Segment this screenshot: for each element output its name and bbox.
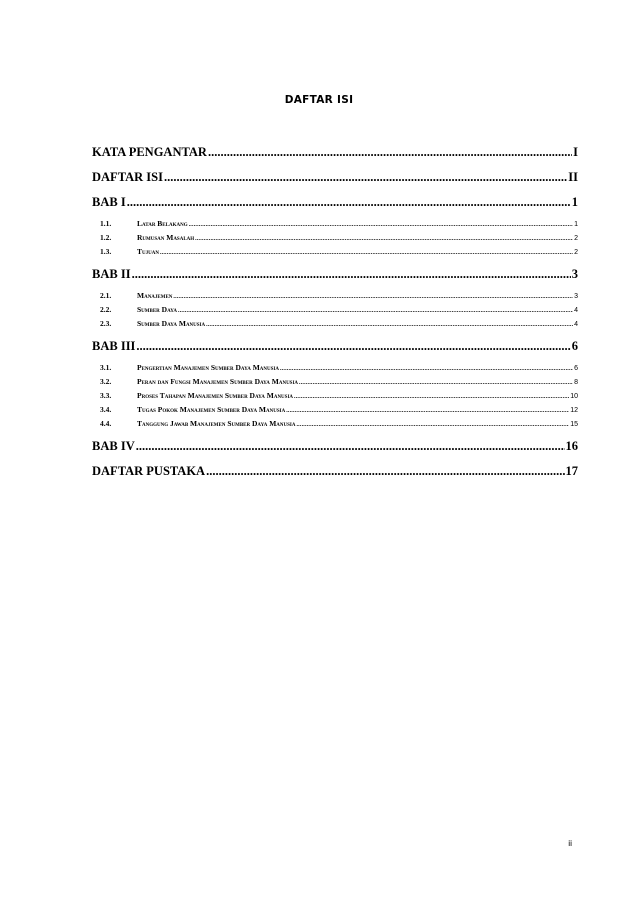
- dot-leader: [189, 217, 574, 231]
- dot-leader: [294, 389, 569, 403]
- toc-subentry-page: 8: [574, 379, 578, 386]
- toc-entry-page: II: [568, 170, 578, 184]
- toc-subentry-page: 4: [574, 307, 578, 314]
- toc-subentry-number: 4.4.: [100, 419, 112, 428]
- dot-leader: [173, 289, 573, 303]
- dot-leader: [160, 245, 573, 259]
- toc-subentry-3-3[interactable]: [92, 389, 578, 403]
- toc-subentry-page: 10: [570, 393, 578, 400]
- toc-subentry-label: Manajemen: [137, 291, 173, 300]
- toc-subentry-number: 1.3.: [100, 247, 112, 256]
- toc-subentry-label: Latar Belakang: [137, 219, 188, 228]
- toc-subentry-1-1[interactable]: [92, 217, 578, 231]
- toc-entry-label: DAFTAR PUSTAKA: [92, 464, 206, 478]
- toc-subentry-label: Pengertian Manajemen Sumber Daya Manusia: [137, 363, 279, 372]
- dot-leader: [206, 317, 573, 331]
- toc-subentry-number: 2.2.: [100, 305, 112, 314]
- dot-leader: [132, 262, 571, 287]
- toc-entry-page: 17: [565, 464, 578, 478]
- toc-subentry-3-4[interactable]: [92, 403, 578, 417]
- toc-subentry-number: 1.1.: [100, 219, 112, 228]
- dot-leader: [136, 434, 565, 459]
- toc-subentry-label: Proses Tahapan Manajemen Sumber Daya Manusia: [137, 391, 294, 400]
- dot-leader: [127, 190, 571, 215]
- toc-subentry-1-3[interactable]: [92, 245, 578, 259]
- dot-leader: [299, 375, 573, 389]
- toc-subentry-number: 3.2.: [100, 377, 112, 386]
- toc-subentry-number: 3.4.: [100, 405, 112, 414]
- dot-leader: [296, 417, 569, 431]
- toc-entry-label: BAB II: [92, 267, 131, 281]
- toc-entry-bab-2[interactable]: [92, 262, 578, 287]
- toc-subentry-page: 15: [570, 421, 578, 428]
- toc-entry-label: KATA PENGANTAR: [92, 145, 207, 159]
- page-number: ii: [568, 838, 572, 848]
- toc-entry-kata-pengantar[interactable]: [92, 140, 578, 165]
- toc-subentry-label: Tanggung Jawab Manajemen Sumber Daya Manusia: [137, 419, 296, 428]
- toc-subentry-page: 2: [574, 249, 578, 256]
- toc-subentry-number: 3.3.: [100, 391, 112, 400]
- toc-subentry-label: Sumber Daya: [137, 305, 177, 314]
- toc-subentry-page: 1: [574, 221, 578, 228]
- dot-leader: [206, 459, 564, 484]
- toc-subentry-number: 2.3.: [100, 319, 112, 328]
- toc-entry-daftar-pustaka[interactable]: [92, 459, 578, 484]
- toc-entry-label: BAB IV: [92, 439, 135, 453]
- toc-entry-label: BAB III: [92, 339, 136, 353]
- toc-subentry-1-2[interactable]: [92, 231, 578, 245]
- toc-entry-bab-3[interactable]: [92, 334, 578, 359]
- toc-subentry-label: Tugas Pokok Manajemen Sumber Daya Manusia: [137, 405, 286, 414]
- page-title: DAFTAR ISI: [284, 94, 354, 106]
- dot-leader: [195, 231, 573, 245]
- toc-entry-bab-4[interactable]: [92, 434, 578, 459]
- toc-entry-page: 16: [565, 439, 578, 453]
- toc-subentry-3-1[interactable]: [92, 361, 578, 375]
- toc-subentry-page: 6: [574, 365, 578, 372]
- toc-subentry-page: 2: [574, 235, 578, 242]
- dot-leader: [286, 403, 569, 417]
- toc-entry-label: DAFTAR ISI: [92, 170, 163, 184]
- toc-subentry-page: 12: [570, 407, 578, 414]
- toc-subentry-2-3[interactable]: [92, 317, 578, 331]
- toc-entry-bab-1[interactable]: [92, 190, 578, 215]
- dot-leader: [178, 303, 573, 317]
- toc-entry-page: 1: [571, 195, 578, 209]
- toc-subentry-number: 2.1.: [100, 291, 112, 300]
- toc-entry-page: 6: [571, 339, 578, 353]
- toc-subentry-number: 3.1.: [100, 363, 112, 372]
- table-of-contents: [92, 140, 578, 484]
- toc-entry-page: 3: [571, 267, 578, 281]
- toc-subentry-2-1[interactable]: [92, 289, 578, 303]
- toc-subentry-number: 1.2.: [100, 233, 112, 242]
- toc-subentry-label: Peran dan Fungsi Manajemen Sumber Daya Manusia: [137, 377, 299, 386]
- toc-subentry-page: 4: [574, 321, 578, 328]
- toc-subentry-label: Sumber Daya Manusia: [137, 319, 206, 328]
- toc-subentry-label: Rumusan Masalah: [137, 233, 195, 242]
- dot-leader: [208, 140, 572, 165]
- toc-entry-page: I: [573, 145, 578, 159]
- dot-leader: [280, 361, 573, 375]
- dot-leader: [136, 334, 570, 359]
- toc-subentry-2-2[interactable]: [92, 303, 578, 317]
- toc-subentry-4-4[interactable]: [92, 417, 578, 431]
- dot-leader: [164, 165, 567, 190]
- toc-entry-label: BAB I: [92, 195, 126, 209]
- toc-subentry-label: Tujuan: [137, 247, 159, 256]
- toc-subentry-3-2[interactable]: [92, 375, 578, 389]
- toc-entry-daftar-isi[interactable]: [92, 165, 578, 190]
- toc-subentry-page: 3: [574, 293, 578, 300]
